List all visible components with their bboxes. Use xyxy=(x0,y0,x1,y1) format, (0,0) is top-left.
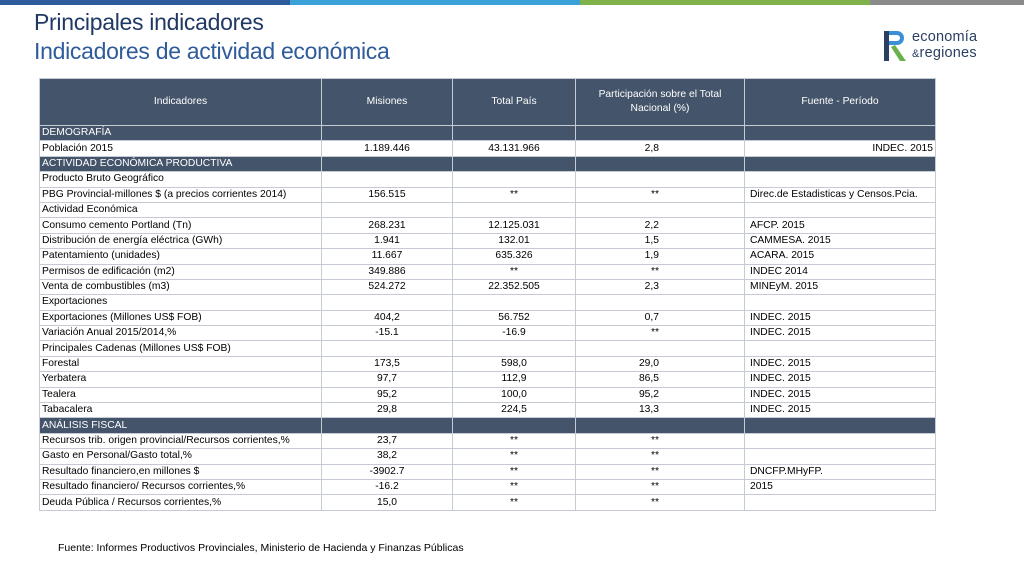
cell-indicador: Variación Anual 2015/2014,% xyxy=(40,326,322,341)
cell-fuente: CAMMESA. 2015 xyxy=(745,233,936,248)
table-row xyxy=(40,279,936,294)
top-bar-segment-3 xyxy=(580,0,870,5)
cell-participacion: 13,3 xyxy=(576,403,745,418)
table-row xyxy=(40,403,936,418)
cell-fuente: INDEC 2014 xyxy=(745,264,936,279)
cell-fuente: AFCP. 2015 xyxy=(745,218,936,233)
cell-indicador: PBG Provincial-millones $ (a precios corrientes 2014) xyxy=(40,187,322,202)
empty-cell xyxy=(745,418,936,433)
col-header-participacion: Participación sobre el Total Nacional (%) xyxy=(576,79,745,126)
cell-fuente: DNCFP.MHyFP. xyxy=(745,464,936,479)
subsection-label: Exportaciones xyxy=(40,295,322,310)
col-header-fuente: Fuente - Período xyxy=(745,79,936,126)
table-row xyxy=(40,141,936,156)
cell-indicador: Resultado financiero/ Recursos corrientes,% xyxy=(40,479,322,494)
cell-indicador: Permisos de edificación (m2) xyxy=(40,264,322,279)
section-row xyxy=(40,156,936,171)
brand-mark-icon xyxy=(884,31,906,61)
empty-cell xyxy=(322,156,453,171)
brand-amp: & xyxy=(912,48,920,60)
empty-cell xyxy=(745,202,936,217)
table-row xyxy=(40,218,936,233)
cell-participacion: ** xyxy=(576,264,745,279)
cell-total-pais: 56.752 xyxy=(453,310,576,325)
cell-fuente: INDEC. 2015 xyxy=(745,372,936,387)
cell-participacion: ** xyxy=(576,495,745,510)
empty-cell xyxy=(453,202,576,217)
cell-misiones: 97,7 xyxy=(322,372,453,387)
table-row xyxy=(40,187,936,202)
page-title: Principales indicadores xyxy=(34,9,264,35)
brand-line-2 xyxy=(912,45,977,62)
empty-cell xyxy=(322,341,453,356)
cell-fuente: INDEC. 2015 xyxy=(745,326,936,341)
empty-cell xyxy=(745,156,936,171)
empty-cell xyxy=(576,418,745,433)
table-row xyxy=(40,372,936,387)
cell-total-pais: ** xyxy=(453,495,576,510)
table-row xyxy=(40,233,936,248)
top-bar-segment-4 xyxy=(870,0,1024,5)
table-row xyxy=(40,449,936,464)
table-body xyxy=(40,126,936,511)
brand-logo xyxy=(884,29,994,63)
cell-misiones: 156.515 xyxy=(322,187,453,202)
empty-cell xyxy=(453,418,576,433)
table-row xyxy=(40,310,936,325)
col-header-indicadores: Indicadores xyxy=(40,79,322,126)
cell-misiones: 15,0 xyxy=(322,495,453,510)
empty-cell xyxy=(322,202,453,217)
empty-cell xyxy=(745,341,936,356)
col-header-total-pais: Total País xyxy=(453,79,576,126)
cell-total-pais: ** xyxy=(453,449,576,464)
subsection-label: Producto Bruto Geográfico xyxy=(40,172,322,187)
cell-total-pais: 635.326 xyxy=(453,249,576,264)
top-color-bar xyxy=(0,0,1024,5)
empty-cell xyxy=(453,172,576,187)
empty-cell xyxy=(745,126,936,141)
cell-indicador: Exportaciones (Millones US$ FOB) xyxy=(40,310,322,325)
empty-cell xyxy=(322,295,453,310)
table-row xyxy=(40,356,936,371)
cell-indicador: Tabacalera xyxy=(40,403,322,418)
cell-participacion: 2,2 xyxy=(576,218,745,233)
cell-misiones: 1.941 xyxy=(322,233,453,248)
cell-total-pais: 22.352.505 xyxy=(453,279,576,294)
cell-total-pais: ** xyxy=(453,479,576,494)
brand-line-2-text: regiones xyxy=(919,45,977,61)
empty-cell xyxy=(576,202,745,217)
cell-participacion: ** xyxy=(576,187,745,202)
section-label: ACTIVIDAD ECONÓMICA PRODUCTIVA xyxy=(40,156,322,171)
cell-indicador: Deuda Pública / Recursos corrientes,% xyxy=(40,495,322,510)
source-footnote: Fuente: Informes Productivos Provinciales, Ministerio de Hacienda y Finanzas Públicas xyxy=(58,542,464,554)
empty-cell xyxy=(453,126,576,141)
cell-total-pais: ** xyxy=(453,187,576,202)
empty-cell xyxy=(576,295,745,310)
cell-total-pais: 598,0 xyxy=(453,356,576,371)
section-label: DEMOGRAFÍA xyxy=(40,126,322,141)
cell-fuente: INDEC. 2015 xyxy=(745,141,936,156)
table-row xyxy=(40,264,936,279)
top-bar-segment-2 xyxy=(290,0,580,5)
cell-participacion: 86,5 xyxy=(576,372,745,387)
cell-fuente: INDEC. 2015 xyxy=(745,387,936,402)
cell-indicador: Yerbatera xyxy=(40,372,322,387)
col-header-misiones: Misiones xyxy=(322,79,453,126)
empty-cell xyxy=(745,295,936,310)
subsection-label: Principales Cadenas (Millones US$ FOB) xyxy=(40,341,322,356)
empty-cell xyxy=(322,172,453,187)
cell-participacion: 2,3 xyxy=(576,279,745,294)
cell-indicador: Venta de combustibles (m3) xyxy=(40,279,322,294)
cell-fuente: INDEC. 2015 xyxy=(745,356,936,371)
subsection-label: Actividad Económica xyxy=(40,202,322,217)
cell-fuente: Direc.de Estadisticas y Censos.Pcia. xyxy=(745,187,936,202)
cell-total-pais: 100,0 xyxy=(453,387,576,402)
cell-misiones: 29,8 xyxy=(322,403,453,418)
cell-misiones: 404,2 xyxy=(322,310,453,325)
cell-indicador: Recursos trib. origen provincial/Recursos corrientes,% xyxy=(40,433,322,448)
cell-fuente: 2015 xyxy=(745,479,936,494)
table-row xyxy=(40,433,936,448)
cell-misiones: 11.667 xyxy=(322,249,453,264)
empty-cell xyxy=(453,295,576,310)
cell-misiones: 524.272 xyxy=(322,279,453,294)
cell-participacion: 1,5 xyxy=(576,233,745,248)
empty-cell xyxy=(576,156,745,171)
cell-indicador: Población 2015 xyxy=(40,141,322,156)
table-row xyxy=(40,464,936,479)
cell-misiones: 95,2 xyxy=(322,387,453,402)
cell-participacion: 2,8 xyxy=(576,141,745,156)
cell-fuente: MINEyM. 2015 xyxy=(745,279,936,294)
cell-total-pais: 112,9 xyxy=(453,372,576,387)
empty-cell xyxy=(576,341,745,356)
cell-misiones: 268.231 xyxy=(322,218,453,233)
empty-cell xyxy=(453,156,576,171)
cell-misiones: 173,5 xyxy=(322,356,453,371)
cell-fuente xyxy=(745,433,936,448)
cell-participacion: ** xyxy=(576,433,745,448)
cell-total-pais: 43.131.966 xyxy=(453,141,576,156)
empty-cell xyxy=(576,172,745,187)
subsection-row xyxy=(40,202,936,217)
empty-cell xyxy=(322,418,453,433)
cell-misiones: -3902.7 xyxy=(322,464,453,479)
cell-participacion: ** xyxy=(576,449,745,464)
cell-total-pais: 132.01 xyxy=(453,233,576,248)
cell-indicador: Distribución de energía eléctrica (GWh) xyxy=(40,233,322,248)
cell-total-pais: ** xyxy=(453,464,576,479)
indicators-table xyxy=(39,78,936,511)
brand-line-1: economía xyxy=(912,29,978,45)
table-row xyxy=(40,387,936,402)
cell-participacion: 95,2 xyxy=(576,387,745,402)
empty-cell xyxy=(576,126,745,141)
cell-misiones: 349.886 xyxy=(322,264,453,279)
cell-indicador: Consumo cemento Portland (Tn) xyxy=(40,218,322,233)
subsection-row xyxy=(40,172,936,187)
cell-fuente: INDEC. 2015 xyxy=(745,310,936,325)
cell-participacion: ** xyxy=(576,326,745,341)
cell-misiones: 1.189.446 xyxy=(322,141,453,156)
empty-cell xyxy=(745,172,936,187)
cell-indicador: Patentamiento (unidades) xyxy=(40,249,322,264)
cell-misiones: -15.1 xyxy=(322,326,453,341)
cell-total-pais: 12.125.031 xyxy=(453,218,576,233)
cell-indicador: Forestal xyxy=(40,356,322,371)
table-row xyxy=(40,479,936,494)
cell-fuente: ACARA. 2015 xyxy=(745,249,936,264)
top-bar-segment-1 xyxy=(0,0,290,5)
cell-total-pais: ** xyxy=(453,264,576,279)
cell-participacion: 0,7 xyxy=(576,310,745,325)
cell-indicador: Tealera xyxy=(40,387,322,402)
cell-participacion: 29,0 xyxy=(576,356,745,371)
subsection-row xyxy=(40,295,936,310)
empty-cell xyxy=(453,341,576,356)
table-row xyxy=(40,495,936,510)
cell-fuente xyxy=(745,495,936,510)
cell-participacion: 1,9 xyxy=(576,249,745,264)
cell-misiones: 23,7 xyxy=(322,433,453,448)
section-label: ANÁLISIS FISCAL xyxy=(40,418,322,433)
cell-total-pais: ** xyxy=(453,433,576,448)
cell-indicador: Resultado financiero,en millones $ xyxy=(40,464,322,479)
cell-indicador: Gasto en Personal/Gasto total,% xyxy=(40,449,322,464)
cell-participacion: ** xyxy=(576,479,745,494)
section-row xyxy=(40,126,936,141)
cell-total-pais: -16.9 xyxy=(453,326,576,341)
cell-fuente xyxy=(745,449,936,464)
subsection-row xyxy=(40,341,936,356)
page-subtitle: Indicadores de actividad económica xyxy=(34,38,390,64)
cell-fuente: INDEC. 2015 xyxy=(745,403,936,418)
cell-misiones: -16.2 xyxy=(322,479,453,494)
table-row xyxy=(40,249,936,264)
cell-misiones: 38,2 xyxy=(322,449,453,464)
table-header-row xyxy=(40,79,936,126)
cell-participacion: ** xyxy=(576,464,745,479)
empty-cell xyxy=(322,126,453,141)
cell-total-pais: 224,5 xyxy=(453,403,576,418)
section-row xyxy=(40,418,936,433)
brand-wordmark xyxy=(912,29,977,62)
table-row xyxy=(40,326,936,341)
